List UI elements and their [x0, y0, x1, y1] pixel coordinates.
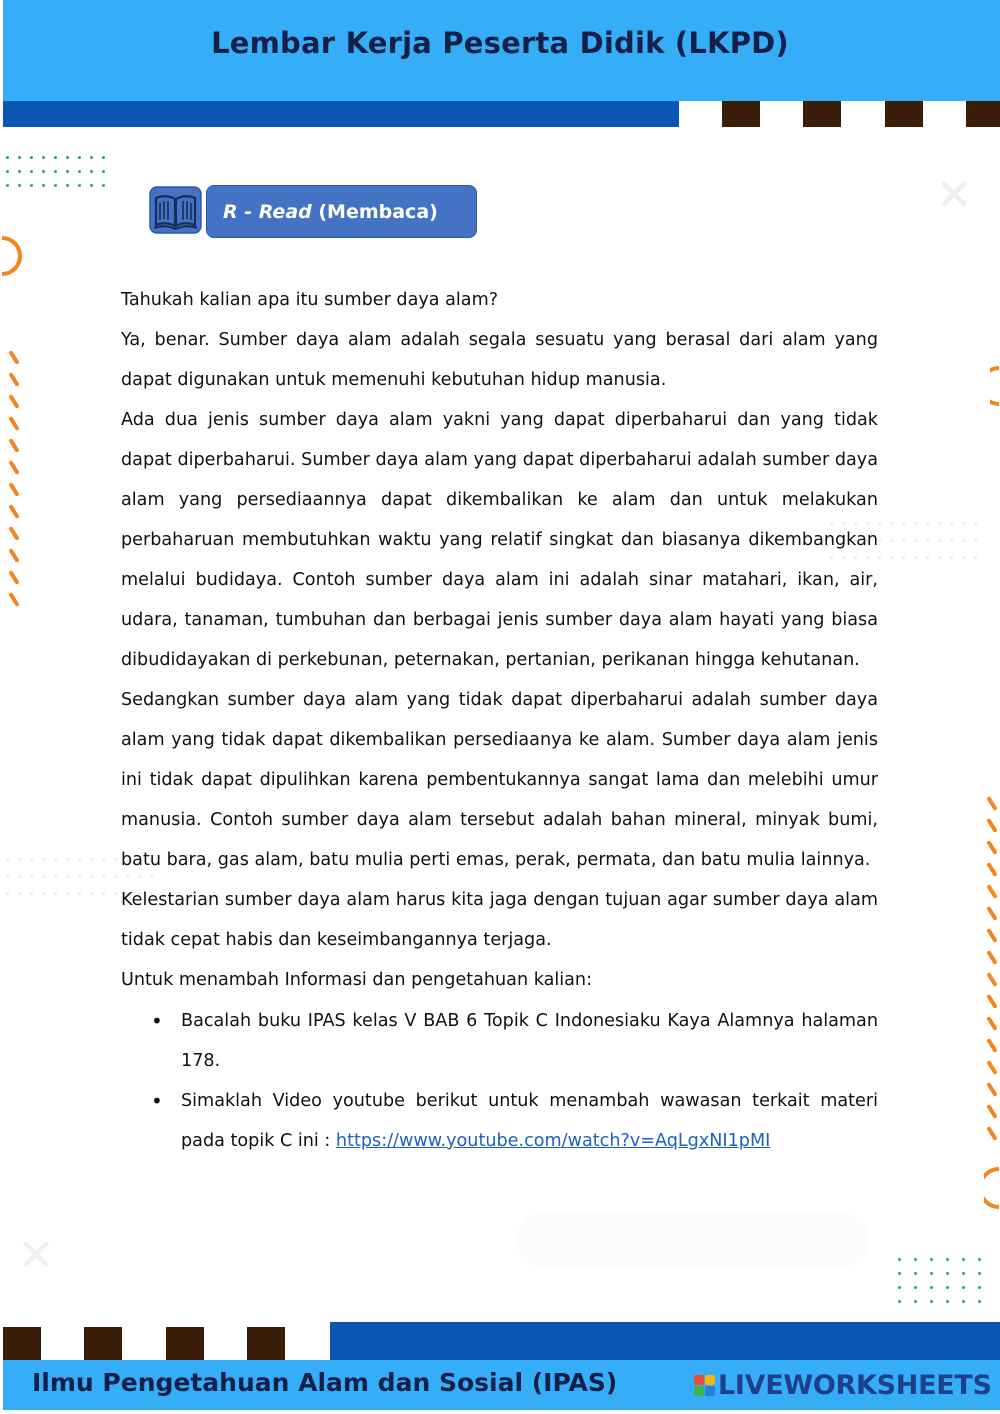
- decor-dot: [950, 539, 953, 542]
- decor-dot: [114, 875, 117, 878]
- decor-dash: [986, 1126, 997, 1141]
- logo-tile: [705, 1375, 715, 1385]
- decor-dots-bottom-right: [898, 1258, 981, 1303]
- decor-dash: [8, 482, 19, 497]
- decor-dash: [8, 460, 19, 475]
- decor-dash: [8, 394, 19, 409]
- decor-dot: [898, 1258, 901, 1261]
- header-square: [966, 101, 1000, 127]
- paragraph: Tahukah kalian apa itu sumber daya alam?: [121, 290, 499, 310]
- decor-dot: [6, 858, 9, 861]
- decor-dash: [986, 862, 997, 877]
- decor-dot: [946, 1286, 949, 1289]
- decor-dot: [78, 170, 81, 173]
- section-heading-read: [206, 185, 477, 238]
- liveworksheets-brand: LIVEWORKSHEETS: [718, 1370, 992, 1401]
- decor-dot: [90, 875, 93, 878]
- section-heading-italic: R - Read: [223, 200, 312, 223]
- decor-dot: [974, 556, 977, 559]
- footer-navy-strip: [330, 1322, 1000, 1360]
- decor-dot: [54, 184, 57, 187]
- decor-orange-arc-right-lower: [984, 1166, 1000, 1210]
- decor-dot: [90, 858, 93, 861]
- section-heading-rest: (Membaca): [311, 200, 438, 223]
- decor-dot: [926, 539, 929, 542]
- decor-dot: [102, 892, 105, 895]
- decor-dot: [930, 1300, 933, 1303]
- logo-tile: [705, 1386, 715, 1396]
- decor-orange-arc-right: [990, 366, 1000, 406]
- decor-dot: [878, 556, 881, 559]
- book-icon: [149, 186, 202, 234]
- list-item: • Bacalah buku IPAS kelas V BAB 6 Topik C Indonesiaku Kaya Alamnya halaman 178.: [181, 1001, 878, 1081]
- decor-dot: [18, 170, 21, 173]
- decor-dot: [962, 556, 965, 559]
- decor-dot: [114, 858, 117, 861]
- decor-x-mark-bottom: [22, 1240, 50, 1268]
- decor-dot: [878, 539, 881, 542]
- decor-dot: [938, 539, 941, 542]
- decor-dot: [78, 892, 81, 895]
- paragraph: Ya, benar. Sumber daya alam adalah segala sesuatu yang berasal dari alam yang dapat digunakan untuk memenuhi kebutuhan hidup manusia.: [121, 330, 878, 390]
- decor-dot: [90, 156, 93, 159]
- decor-dot: [102, 170, 105, 173]
- decor-dot: [930, 1272, 933, 1275]
- header-square: [722, 101, 760, 127]
- decor-dash: [986, 796, 997, 811]
- decor-dot: [914, 1258, 917, 1261]
- decor-dot: [30, 170, 33, 173]
- decor-dot: [54, 875, 57, 878]
- decor-dot: [6, 170, 9, 173]
- decor-dot: [42, 875, 45, 878]
- decor-dash: [8, 548, 19, 563]
- decor-dot: [42, 892, 45, 895]
- decor-dot: [974, 539, 977, 542]
- list-item: [181, 1081, 884, 1161]
- decor-dash: [8, 504, 19, 519]
- decor-dash: [986, 1082, 997, 1097]
- decor-dot: [914, 539, 917, 542]
- decor-dot: [978, 1286, 981, 1289]
- paragraph: Ada dua jenis sumber daya alam yakni yang dapat diperbaharui dan yang tidak dapat diperbaharui. Sumber daya alam yang dapat diperbaharui adalah sumber daya alam yang persediaannya dapat dikembalikan ke alam dan untuk melakukan perbaharuan membutuhkan waktu yang relatif singkat dan biasanya dikembangkan melalui budidaya. Contoh sumber daya alam ini adalah sinar matahari, ikan, air, udara, tanaman, tumbuhan dan berbagai jenis sumber daya alam hayati yang biasa dibudidayakan di perkebunan, peternakan, pertanian, perikanan hingga kehutanan.: [121, 410, 878, 670]
- decor-dot: [962, 1258, 965, 1261]
- decor-dot: [30, 184, 33, 187]
- decor-dot: [18, 875, 21, 878]
- footer-square: [166, 1327, 204, 1360]
- decor-dot: [962, 1286, 965, 1289]
- decor-dot: [946, 1272, 949, 1275]
- decor-dot: [878, 522, 881, 525]
- paragraph: Sedangkan sumber daya alam yang tidak dapat diperbaharui adalah sumber daya alam yang tidak dapat dikembalikan persediaanya ke alam. Sumber daya alam jenis ini tidak dapat dipulihkan karena pembentukannya sangat lama dan melebihi umur manusia. Contoh sumber daya alam tersebut adalah bahan mineral, minyak bumi, batu bara, gas alam, batu mulia perti emas, perak, permata, dan batu mulia lainnya.: [121, 690, 878, 870]
- decor-dot: [102, 156, 105, 159]
- decor-dot: [946, 1300, 949, 1303]
- decor-dot: [890, 556, 893, 559]
- decor-dot: [42, 170, 45, 173]
- decor-dot: [78, 858, 81, 861]
- decor-dot: [30, 875, 33, 878]
- decor-dot: [938, 522, 941, 525]
- decor-dot: [90, 184, 93, 187]
- decor-dot: [898, 1272, 901, 1275]
- decor-dot: [90, 170, 93, 173]
- decor-dash: [986, 1038, 997, 1053]
- decor-dot: [42, 156, 45, 159]
- decor-dot: [6, 184, 9, 187]
- decor-dot: [890, 539, 893, 542]
- decor-dash: [986, 884, 997, 899]
- decor-dash: [986, 1060, 997, 1075]
- decor-dot: [938, 556, 941, 559]
- decor-dot: [946, 1258, 949, 1261]
- decor-dot: [18, 892, 21, 895]
- decor-dash: [8, 570, 19, 585]
- decor-dash: [8, 416, 19, 431]
- footer-square: [3, 1327, 41, 1360]
- decor-dot: [926, 556, 929, 559]
- page-title: Lembar Kerja Peserta Didik (LKPD): [211, 26, 789, 60]
- logo-tile: [694, 1375, 704, 1385]
- footer-square: [84, 1327, 122, 1360]
- paragraph: Kelestarian sumber daya alam harus kita jaga dengan tujuan agar sumber daya alam tidak cepat habis dan keseimbangannya terjaga.: [121, 890, 878, 950]
- decor-orange-arc-left: [0, 234, 22, 278]
- decor-dot: [914, 556, 917, 559]
- decor-dot: [102, 875, 105, 878]
- decor-dot: [66, 156, 69, 159]
- decor-dot: [6, 156, 9, 159]
- decor-dot: [78, 184, 81, 187]
- decor-dash: [986, 994, 997, 1009]
- liveworksheets-logo[interactable]: [694, 1370, 992, 1401]
- decor-dash: [8, 592, 19, 607]
- decor-dot: [6, 875, 9, 878]
- decor-dot: [30, 858, 33, 861]
- decor-dot: [66, 892, 69, 895]
- decor-dash: [986, 840, 997, 855]
- list-item-text: Simaklah Video youtube berikut untuk menambah wawasan terkait materi pada topik C ini :: [181, 1091, 884, 1151]
- decor-dot: [974, 522, 977, 525]
- decor-dot: [978, 1300, 981, 1303]
- decor-dot: [102, 184, 105, 187]
- decor-dot: [66, 184, 69, 187]
- decor-dot: [102, 858, 105, 861]
- decor-dot: [962, 1300, 965, 1303]
- decor-dot: [930, 1286, 933, 1289]
- decor-dot: [54, 892, 57, 895]
- decor-dash: [8, 438, 19, 453]
- decor-dot: [898, 1286, 901, 1289]
- decor-dot: [18, 156, 21, 159]
- decor-dot: [90, 892, 93, 895]
- decor-dot: [30, 892, 33, 895]
- decor-dot: [54, 858, 57, 861]
- decor-dash: [986, 928, 997, 943]
- decor-dot: [926, 522, 929, 525]
- decor-dot: [914, 1272, 917, 1275]
- header-navy-strip: [3, 101, 679, 127]
- decor-dot: [962, 539, 965, 542]
- decor-dot: [114, 892, 117, 895]
- header-square: [885, 101, 923, 127]
- decor-dot: [18, 184, 21, 187]
- decor-dot: [18, 858, 21, 861]
- liveworksheets-logo-icon: [694, 1375, 715, 1396]
- decor-dash: [986, 1016, 997, 1031]
- decor-dot: [930, 1258, 933, 1261]
- resource-list: [121, 1001, 884, 1161]
- decor-dot: [42, 184, 45, 187]
- decor-dot: [914, 1286, 917, 1289]
- reading-content: [121, 280, 884, 1161]
- decor-dot: [6, 892, 9, 895]
- decor-dash: [986, 1104, 997, 1119]
- decor-dot: [978, 1272, 981, 1275]
- youtube-link[interactable]: https://www.youtube.com/watch?v=AqLgxNI1pMI: [335, 1131, 771, 1151]
- decor-dot: [950, 556, 953, 559]
- decor-dot: [30, 156, 33, 159]
- logo-tile: [694, 1386, 704, 1396]
- decor-dot: [890, 522, 893, 525]
- decor-dot: [902, 539, 905, 542]
- decor-faint-pill: [516, 1212, 870, 1268]
- decor-dot: [54, 156, 57, 159]
- paragraph: Untuk menambah Informasi dan pengetahuan kalian:: [121, 970, 593, 990]
- decor-dash: [8, 526, 19, 541]
- decor-dot: [914, 522, 917, 525]
- decor-dot: [66, 875, 69, 878]
- decor-dash: [8, 350, 19, 365]
- decor-x-mark-top: [940, 180, 968, 208]
- decor-dot: [42, 858, 45, 861]
- footer-square: [247, 1327, 285, 1360]
- decor-dots-top-left: [6, 156, 105, 187]
- decor-dot: [962, 522, 965, 525]
- decor-dot: [78, 156, 81, 159]
- subject-title: Ilmu Pengetahuan Alam dan Sosial (IPAS): [32, 1368, 618, 1397]
- decor-dot: [950, 522, 953, 525]
- decor-dot: [902, 556, 905, 559]
- decor-dash: [986, 950, 997, 965]
- decor-dot: [898, 1300, 901, 1303]
- decor-dot: [978, 1258, 981, 1261]
- decor-dot: [66, 858, 69, 861]
- decor-dot: [78, 875, 81, 878]
- decor-dot: [54, 170, 57, 173]
- decor-dash: [986, 906, 997, 921]
- decor-dot: [914, 1300, 917, 1303]
- header-square: [803, 101, 841, 127]
- decor-dash: [986, 818, 997, 833]
- decor-dot: [902, 522, 905, 525]
- decor-dot: [962, 1272, 965, 1275]
- decor-dash: [8, 372, 19, 387]
- decor-dot: [66, 170, 69, 173]
- decor-dash: [986, 972, 997, 987]
